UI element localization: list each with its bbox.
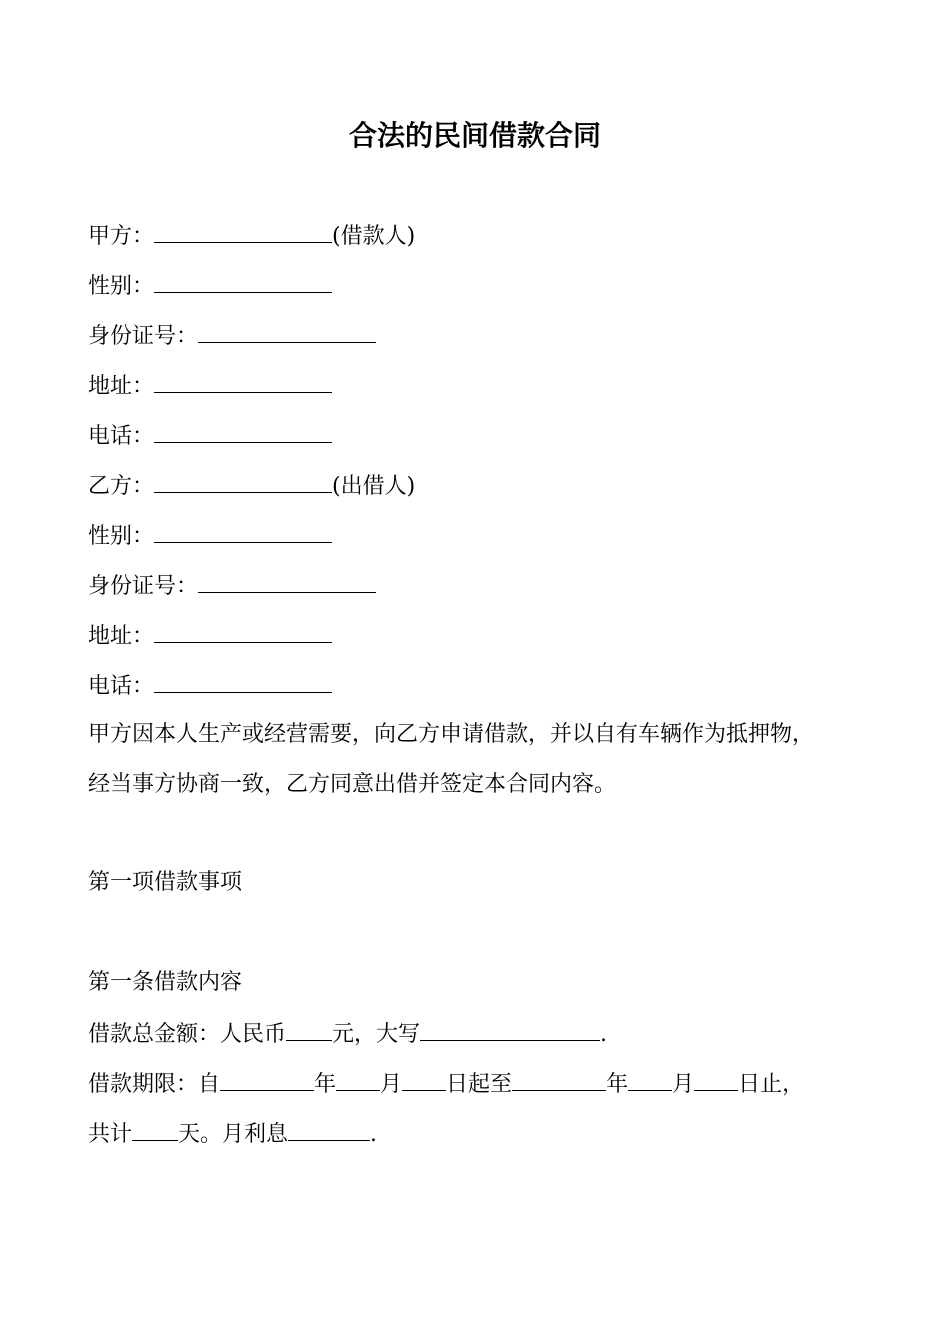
total-days-label: 天。月利息: [178, 1122, 289, 1147]
end-month-blank[interactable]: [628, 1068, 672, 1091]
term-month-2: 月: [672, 1072, 695, 1097]
party-b-id-line: [88, 570, 376, 602]
article-heading: 第一条借款内容: [88, 970, 243, 995]
party-b-gender-blank[interactable]: [154, 520, 332, 543]
term-year-1: 年: [314, 1072, 337, 1097]
party-a-phone-line: [88, 420, 332, 452]
party-b-phone-line: [88, 670, 332, 702]
amount-end: .: [600, 1022, 608, 1047]
amount-label: 借款总金额：人民币: [88, 1022, 287, 1047]
party-b-gender-line: [88, 520, 332, 552]
start-day-blank[interactable]: [402, 1068, 446, 1091]
party-a-phone-label: 电话：: [88, 424, 155, 449]
total-end: .: [370, 1122, 378, 1147]
party-a-line: [88, 220, 415, 252]
party-a-gender-line: [88, 270, 332, 302]
party-b-address-label: 地址：: [88, 624, 155, 649]
party-a-address-blank[interactable]: [154, 370, 332, 393]
party-a-address-line: [88, 370, 332, 402]
party-b-phone-blank[interactable]: [154, 670, 332, 693]
party-b-role: (出借人): [332, 474, 416, 499]
document-title: 合法的民间借款合同: [348, 119, 601, 152]
party-a-id-blank[interactable]: [198, 320, 376, 343]
amount-line: [88, 1018, 607, 1050]
party-a-address-label: 地址：: [88, 374, 155, 399]
term-day-2: 日止，: [738, 1072, 805, 1097]
term-day-1: 日起至: [446, 1072, 513, 1097]
total-days-blank[interactable]: [132, 1118, 178, 1141]
party-a-label: 甲方：: [88, 224, 155, 249]
party-a-gender-label: 性别：: [88, 274, 155, 299]
party-b-name-blank[interactable]: [154, 470, 332, 493]
total-label: 共计: [88, 1122, 133, 1147]
term-label: 借款期限：自: [88, 1072, 221, 1097]
amount-words-blank[interactable]: [420, 1018, 600, 1041]
amount-unit: 元，大写: [332, 1022, 421, 1047]
party-a-name-blank[interactable]: [154, 220, 332, 243]
start-month-blank[interactable]: [336, 1068, 380, 1091]
party-b-id-label: 身份证号：: [88, 574, 199, 599]
monthly-interest-blank[interactable]: [288, 1118, 370, 1141]
party-a-id-line: [88, 320, 376, 352]
intro-line-2: 经当事方协商一致，乙方同意出借并签定本合同内容。: [88, 772, 617, 797]
intro-line-1: 甲方因本人生产或经营需要，向乙方申请借款，并以自有车辆作为抵押物，: [88, 722, 815, 747]
party-b-gender-label: 性别：: [88, 524, 155, 549]
start-year-blank[interactable]: [220, 1068, 314, 1091]
party-b-label: 乙方：: [88, 474, 155, 499]
amount-number-blank[interactable]: [286, 1018, 332, 1041]
party-b-id-blank[interactable]: [198, 570, 376, 593]
term-month-1: 月: [380, 1072, 403, 1097]
term-year-2: 年: [606, 1072, 629, 1097]
end-year-blank[interactable]: [512, 1068, 606, 1091]
end-day-blank[interactable]: [694, 1068, 738, 1091]
party-a-phone-blank[interactable]: [154, 420, 332, 443]
party-a-id-label: 身份证号：: [88, 324, 199, 349]
party-b-phone-label: 电话：: [88, 674, 155, 699]
term-line: [88, 1068, 804, 1100]
party-a-role: (借款人): [332, 224, 416, 249]
section-heading: 第一项借款事项: [88, 870, 243, 895]
total-line: [88, 1118, 377, 1150]
party-a-gender-blank[interactable]: [154, 270, 332, 293]
party-b-address-line: [88, 620, 332, 652]
party-b-line: [88, 470, 415, 502]
party-b-address-blank[interactable]: [154, 620, 332, 643]
